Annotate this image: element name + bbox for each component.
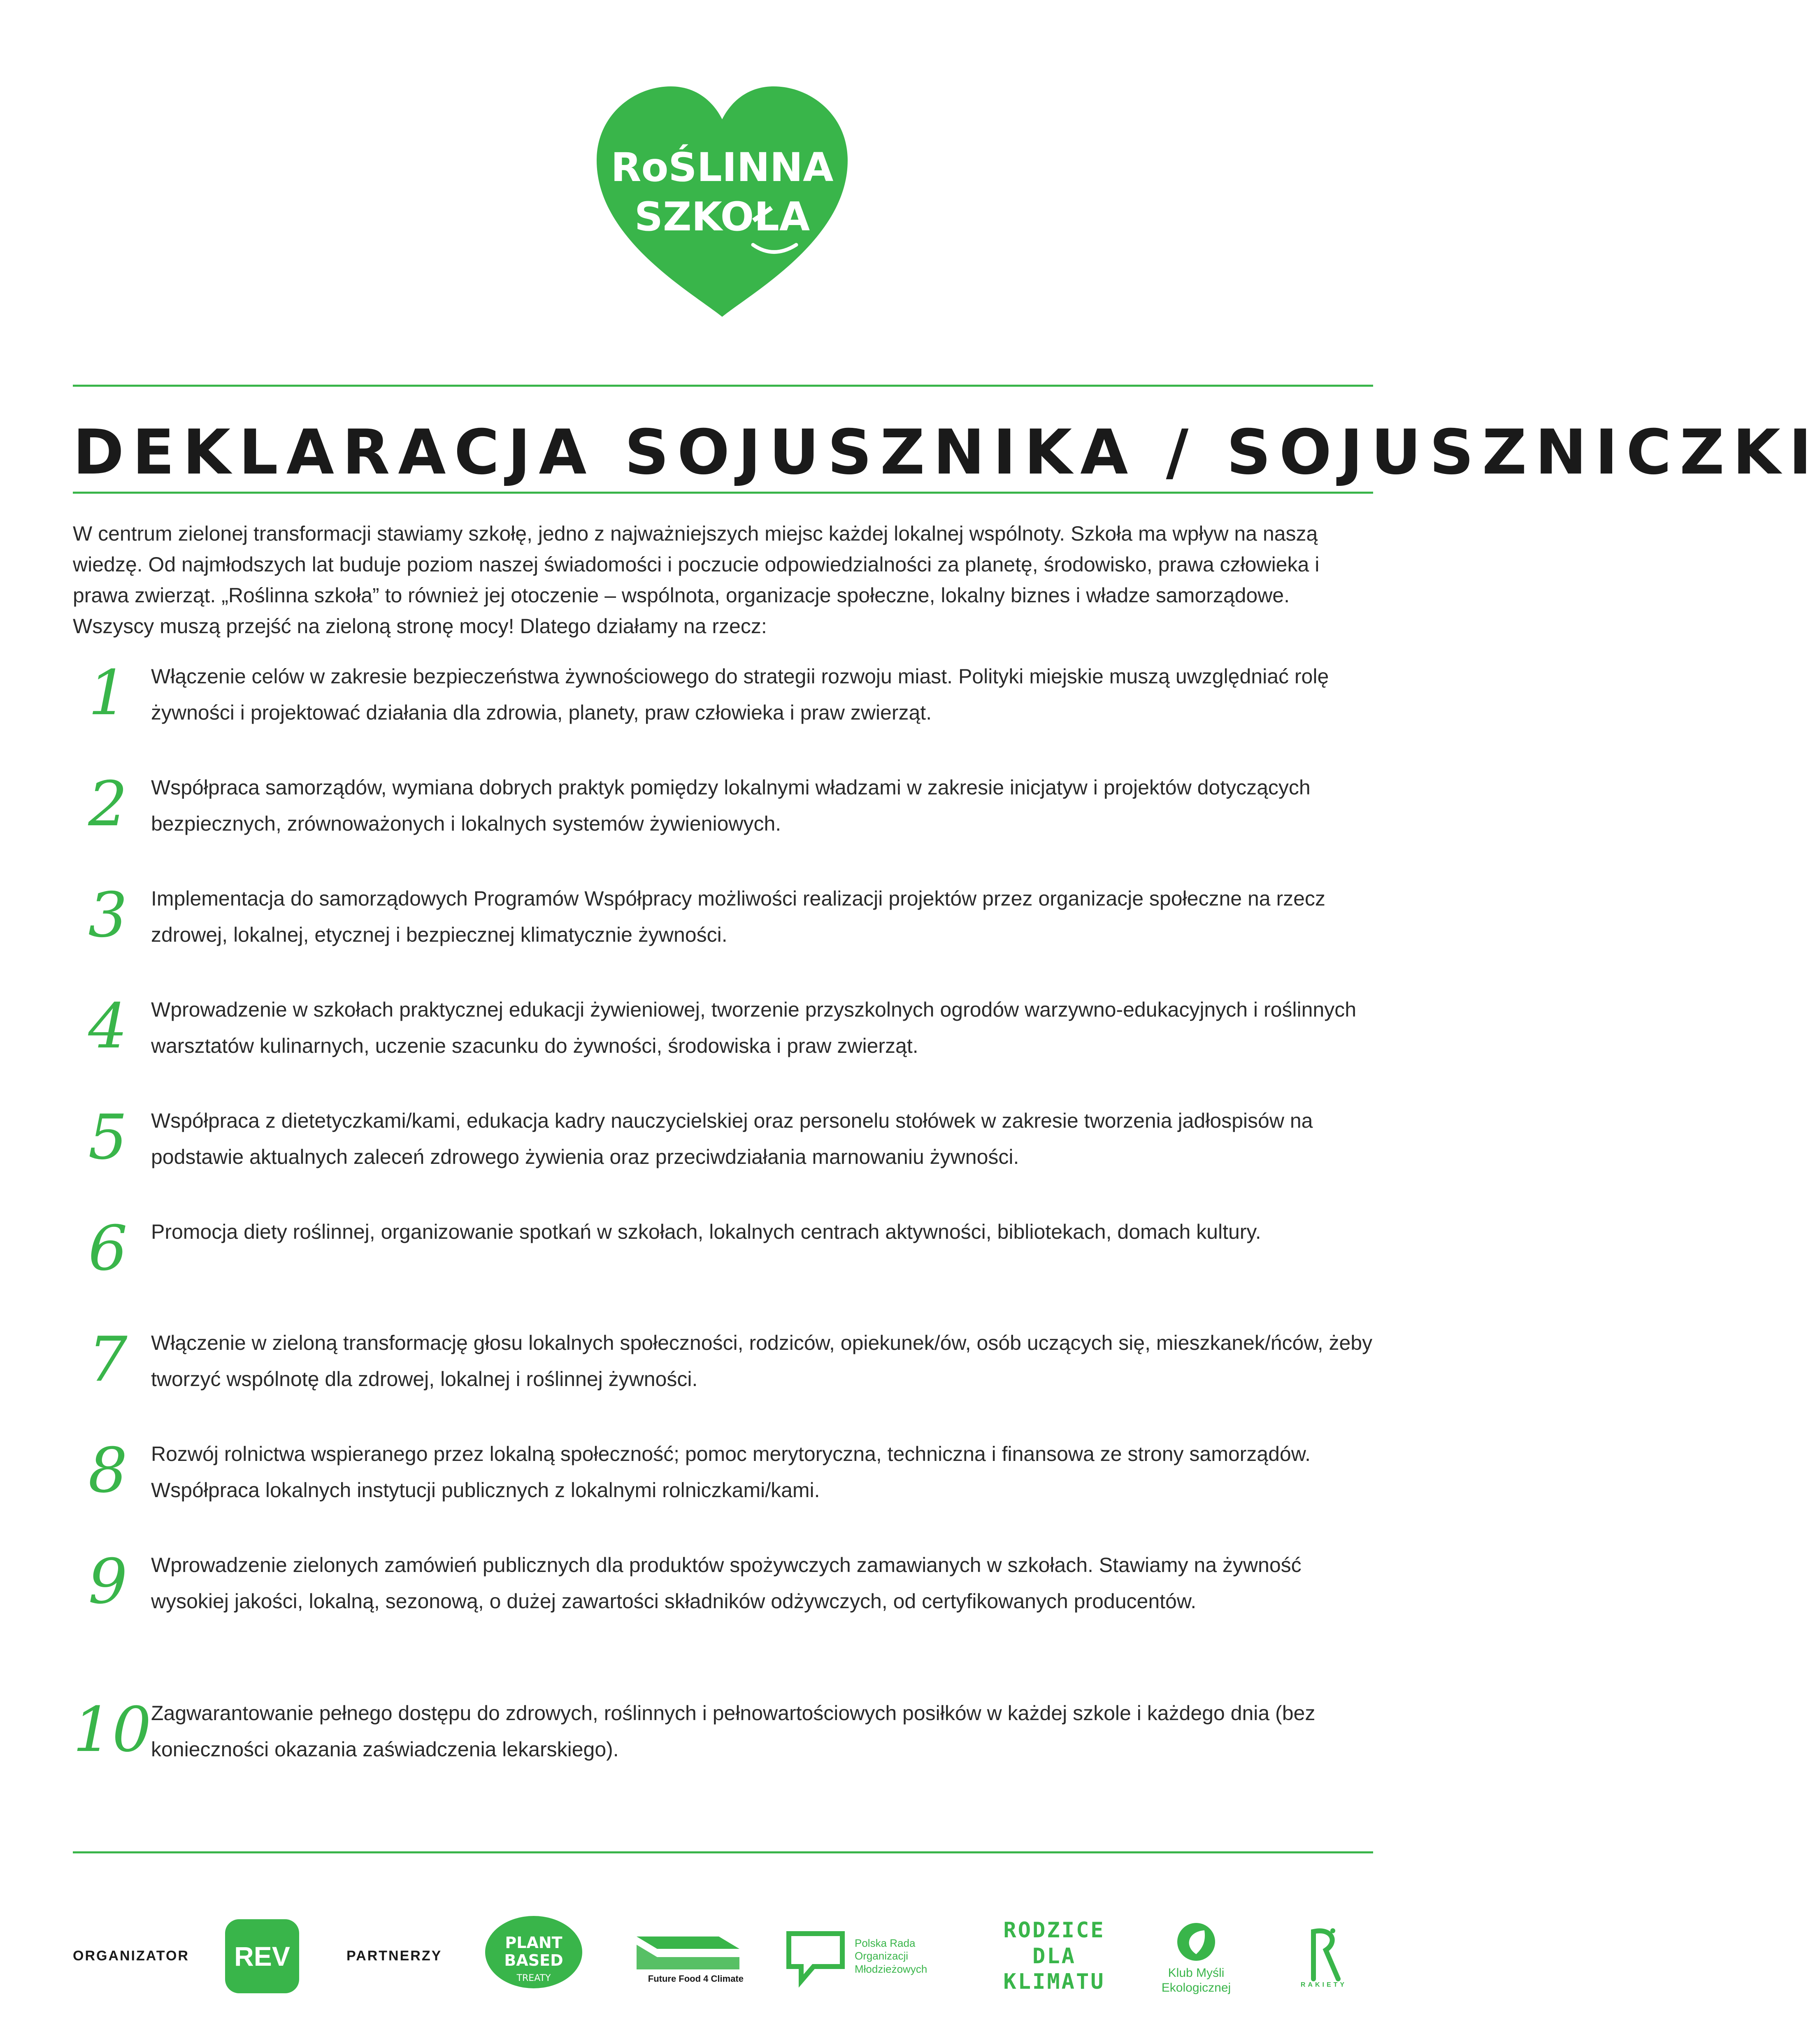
list-item bbox=[73, 1103, 1373, 1214]
item-number: 4 bbox=[88, 991, 128, 1062]
item-text: Implementacja do samorządowych Programów Współpracy możliwości realizacji projektów przez organizacje społeczne na rzecz zdrowej, lokalnej, etycznej i bezpiecznej klimatycznie żywności. bbox=[151, 887, 1325, 946]
rakiety-text: RAKIETY bbox=[1300, 1981, 1347, 1989]
logo-line1: RoŚLINNA bbox=[611, 144, 834, 190]
partners-label: PARTNERZY bbox=[346, 1948, 442, 1964]
item-text: Współpraca z dietetyczkami/kami, edukacja kadry nauczycielskiej oraz personelu stołówek w zakresie tworzenia jadłospisów na podstawie aktualnych zaleceń zdrowego żywienia oraz przeciwdziałania marnowaniu żywności. bbox=[151, 1109, 1313, 1168]
list-item bbox=[73, 991, 1373, 1103]
list-item bbox=[73, 880, 1373, 991]
organizer-label: ORGANIZATOR bbox=[73, 1948, 189, 1964]
r-letter-icon bbox=[1303, 1923, 1344, 1981]
list-item bbox=[73, 1325, 1373, 1436]
rodzice-dla-klimatu-logo: RODZICE DLA KLIMATU bbox=[1003, 1918, 1105, 1995]
item-number: 5 bbox=[88, 1102, 128, 1173]
title-divider bbox=[73, 492, 1373, 494]
item-text: Włączenie celów w zakresie bezpieczeństwa żywnościowego do strategii rozwoju miast. Polityki miejskie muszą uwzględniać rolę żywności i projektować działania dla zdrowia, planety, praw człowieka i praw zwierząt. bbox=[151, 665, 1329, 724]
list-item bbox=[73, 1547, 1373, 1695]
svg-text:PLANT: PLANT bbox=[505, 1934, 563, 1952]
item-number: 2 bbox=[88, 769, 128, 840]
svg-text:TREATY: TREATY bbox=[516, 1973, 551, 1983]
item-text: Rozwój rolnictwa wspieranego przez lokalną społeczność; pomoc merytoryczna, techniczna i finansowa ze strony samorządów. Współpraca lokalnych instytucji publicznych z lokalnymi rolniczkami/kami. bbox=[151, 1442, 1311, 1502]
item-number: 9 bbox=[88, 1546, 128, 1618]
box-icon bbox=[632, 1928, 744, 1974]
top-divider bbox=[73, 385, 1373, 387]
logo-line2: SZKOŁA bbox=[634, 194, 810, 240]
polska-rada-logo bbox=[785, 1927, 958, 1985]
footer-divider bbox=[73, 1851, 1373, 1853]
item-number: 7 bbox=[88, 1324, 128, 1395]
roslinna-szkola-logo bbox=[588, 82, 856, 321]
plant-based-treaty-logo bbox=[484, 1913, 583, 1995]
item-text: Współpraca samorządów, wymiana dobrych praktyk pomiędzy lokalnymi władzami w zakresie inicjatyw i projektów dotyczących bezpiecznych, zrównoważonych i lokalnych systemów żywieniowych. bbox=[151, 776, 1311, 835]
item-number: 3 bbox=[88, 880, 128, 951]
list-item bbox=[73, 1436, 1373, 1547]
list-item bbox=[73, 769, 1373, 880]
polska-rada-text: Polska Rada Organizacji Młodzieżowych bbox=[855, 1937, 927, 1975]
item-text: Zagwarantowanie pełnego dostępu do zdrowych, roślinnych i pełnowartościowych posiłków w każdej szkole i każdego dnia (bez konieczności okazania zaświadczenia lekarskiego). bbox=[151, 1702, 1316, 1761]
future-food-logo bbox=[632, 1923, 744, 1989]
speech-bubble-icon bbox=[785, 1927, 846, 1985]
rev-logo: REV bbox=[225, 1919, 299, 1993]
item-number: 1 bbox=[88, 657, 128, 729]
footer bbox=[73, 1909, 1373, 2004]
item-text: Włączenie w zieloną transformację głosu lokalnych społeczności, rodziców, opiekunek/ów, osób uczących się, mieszkanek/ńców, żeby tworzyć wspólnotę dla zdrowej, lokalnej i roślinnej żywności. bbox=[151, 1331, 1373, 1391]
item-text: Wprowadzenie w szkołach praktycznej edukacji żywieniowej, tworzenie przyszkolnych ogrodów warzywno-edukacyjnych i roślinnych warsztatów kulinarnych, uczenie szacunku do żywności, środowiska i praw zwierząt. bbox=[151, 998, 1357, 1057]
future-food-text: Future Food 4 Climate bbox=[648, 1973, 744, 1984]
declaration-list bbox=[73, 658, 1373, 1806]
item-number: 8 bbox=[88, 1435, 128, 1507]
klub-mysli-text: Klub Myśli Ekologicznej bbox=[1161, 1966, 1231, 1995]
item-text: Promocja diety roślinnej, organizowanie spotkań w szkołach, lokalnych centrach aktywności, bibliotekach, domach kultury. bbox=[151, 1220, 1261, 1243]
svg-text:BASED: BASED bbox=[504, 1951, 563, 1969]
item-number: 10 bbox=[73, 1694, 151, 1766]
plant-leaf-icon bbox=[484, 1913, 583, 1995]
leaf-circle-icon bbox=[1176, 1921, 1217, 1962]
list-item bbox=[73, 658, 1373, 769]
intro-paragraph: W centrum zielonej transformacji stawiamy szkołę, jedno z najważniejszych miejsc każdej lokalnej wspólnoty. Szkoła ma wpływ na naszą wiedzę. Od najmłodszych lat buduje poziom naszej świadomości i poczucie odpowiedzialności za planetę, środowisko, prawa człowieka i prawa zwierząt. „Roślinna szkoła” to również jej otoczenie – wspólnota, organizacje społeczne, lokalny biznes i władze samorządowe. Wszyscy muszą przejść na zieloną stronę mocy! Dlatego działamy na rzecz: bbox=[73, 522, 1320, 638]
rakiety-logo bbox=[1283, 1915, 1365, 1997]
list-item bbox=[73, 1214, 1373, 1325]
klub-mysli-logo bbox=[1143, 1919, 1250, 1997]
item-text: Wprowadzenie zielonych zamówień publicznych dla produktów spożywczych zamawianych w szkołach. Stawiamy na żywność wysokiej jakości, lokalną, sezonową, o dużej zawartości składników odżywczych, od certyfikowanych producentów. bbox=[151, 1553, 1302, 1613]
item-number: 6 bbox=[88, 1213, 128, 1284]
page-title: DEKLARACJA SOJUSZNIKA / SOJUSZNICZKI bbox=[73, 417, 1820, 488]
heart-logo-icon bbox=[588, 82, 856, 321]
list-item bbox=[73, 1695, 1373, 1806]
